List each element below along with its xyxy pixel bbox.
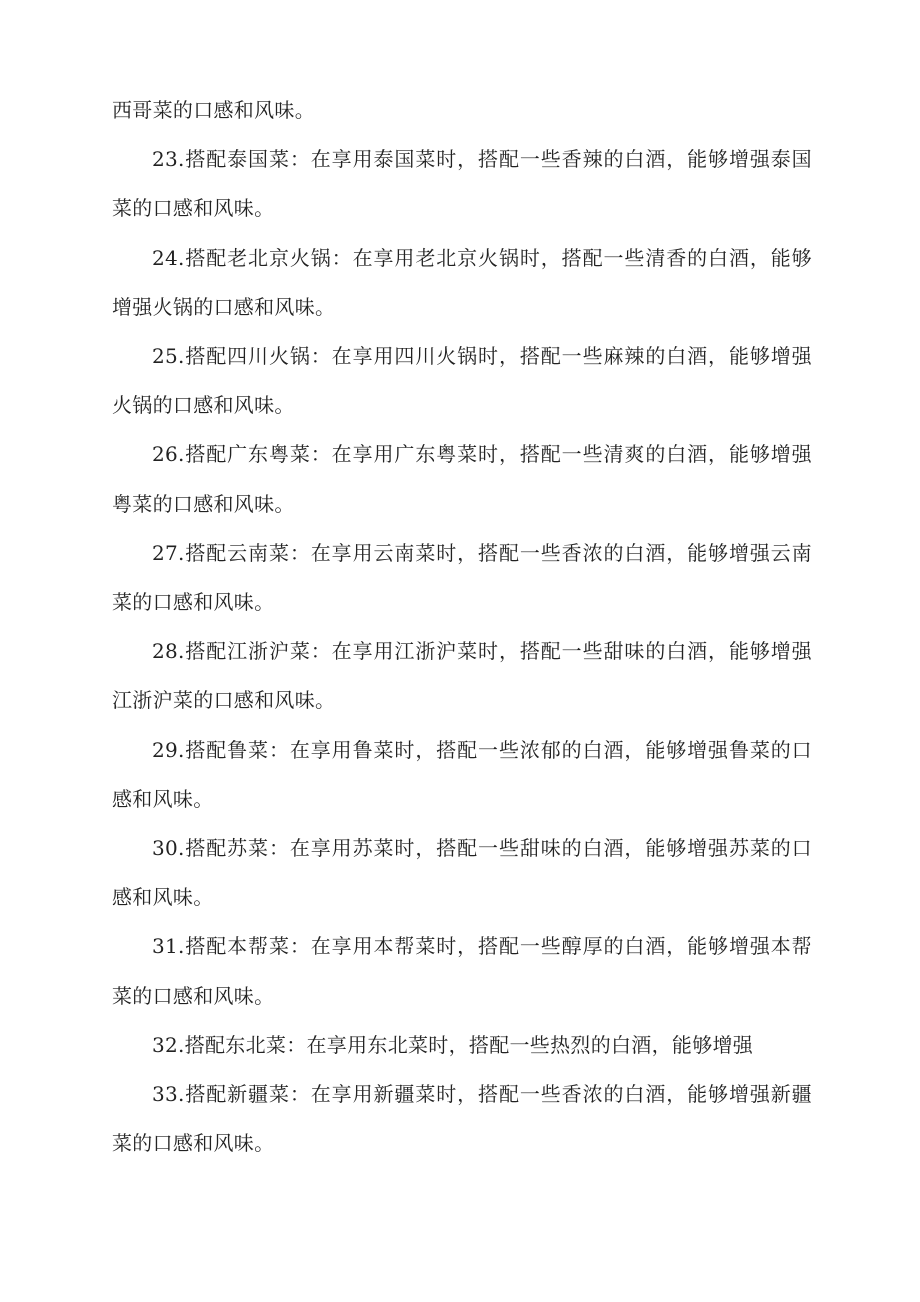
document-body (112, 86, 812, 1168)
paragraph-item-32: 32.搭配东北菜：在享用东北菜时，搭配一些热烈的白酒，能够增强 (152, 1032, 754, 1057)
paragraph-continuation: 西哥菜的口感和风味。 (112, 98, 315, 122)
paragraph-item-33: 33.搭配新疆菜：在享用新疆菜时，搭配一些香浓的白酒，能够增强新疆菜的口感和风味。 (112, 1082, 812, 1156)
paragraph-item-25: 25.搭配四川火锅：在享用四川火锅时，搭配一些麻辣的白酒，能够增强火锅的口感和风味。 (112, 344, 812, 418)
paragraph-item-31: 31.搭配本帮菜：在享用本帮菜时，搭配一些醇厚的白酒，能够增强本帮菜的口感和风味。 (112, 934, 812, 1008)
paragraph-item-23: 23.搭配泰国菜：在享用泰国菜时，搭配一些香辣的白酒，能够增强泰国菜的口感和风味。 (112, 147, 812, 221)
paragraph-item-27: 27.搭配云南菜：在享用云南菜时，搭配一些香浓的白酒，能够增强云南菜的口感和风味。 (112, 540, 812, 615)
paragraph-item-26: 26.搭配广东粤菜：在享用广东粤菜时，搭配一些清爽的白酒，能够增强粤菜的口感和风味。 (112, 442, 812, 516)
paragraph-item-28: 28.搭配江浙沪菜：在享用江浙沪菜时，搭配一些甜味的白酒，能够增强江浙沪菜的口感和风味。 (112, 639, 812, 713)
paragraph-item-24: 24.搭配老北京火锅：在享用老北京火锅时，搭配一些清香的白酒，能够增强火锅的口感和风味。 (112, 245, 812, 319)
paragraph-item-30: 30.搭配苏菜：在享用苏菜时，搭配一些甜味的白酒，能够增强苏菜的口感和风味。 (112, 836, 812, 910)
paragraph-item-29: 29.搭配鲁菜：在享用鲁菜时，搭配一些浓郁的白酒，能够增强鲁菜的口感和风味。 (112, 737, 812, 811)
